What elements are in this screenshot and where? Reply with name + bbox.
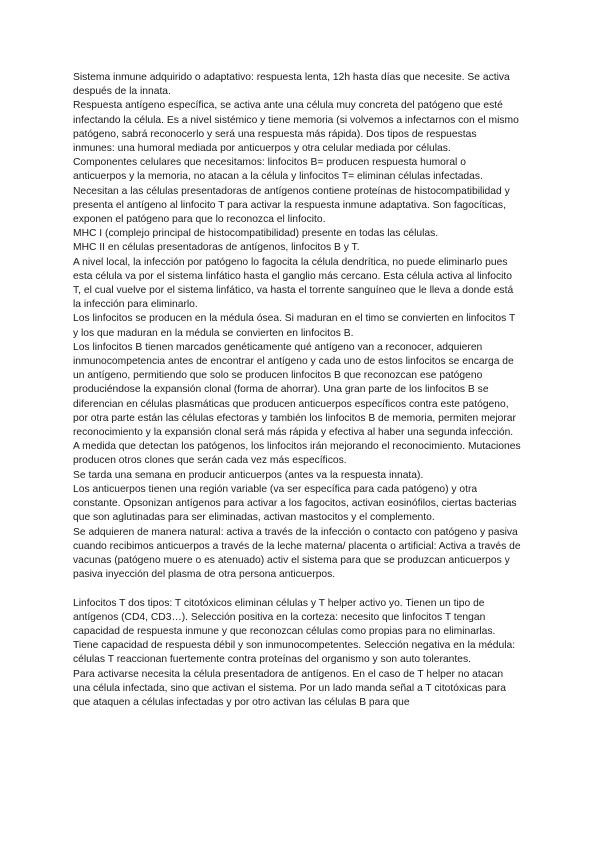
paragraph-cellular-components: Componentes celulares que necesitamos: linfocitos B= producen respuesta humoral o anticuerpos y la memoria, no atacan a la célula y linfocitos T= eliminan células infectadas. Necesitan a las células presentadoras de antígenos contiene proteínas de histocompatibilidad y presenta el antígeno al linfocito T para activar la respuesta inmune adaptativa. Son fagocíticas, exponen el patógeno para que lo reconozca el linfocito. [73, 157, 510, 226]
paragraph-t-helper-activation: Para activarse necesita la célula presentadora de antígenos. En el caso de T helper no atacan una célula infectada, sino que activan el sistema. Por un lado manda señal a T citotóxicas para que ataquen a células infectadas y por otro activan las células B para que [73, 668, 506, 708]
paragraph-antibody-regions: Los anticuerpos tienen una región variable (va ser específica para cada patógeno) y otra constante. Opsonizan antígenos para activar a los fagocitos, activan eosinófilos, ciertas bacterias que son aglutinadas para ser eliminadas, activan mastocitos y el complemento. [73, 483, 517, 524]
paragraph-t-lymphocytes: Linfocitos T dos tipos: T citotóxicos eliminan células y T helper activo yo. Tienen un tipo de antígenos (CD4, CD3…). Selección positiva en la corteza: necesito que linfocitos T tengan capacidad de respuesta inmune y que reconozcan células como propias para no eliminarlas. Tiene capacidad de respuesta débil y son inmunocompetentes. Selección negativa en la médula: células T reaccionan fuertemente contra proteínas del organismo y son auto tolerantes. [73, 597, 516, 666]
paragraph-antibody-timing: Se tarda una semana en producir anticuerpos (antes va la respuesta innata). [73, 469, 424, 481]
paragraph-local-infection: A nivel local, la infección por patógeno lo fagocita la célula dendrítica, no puede eliminarlo pues esta célula va por el sistema linfático hasta el ganglio más cercano. Esta célula activa al linfocito T, el cual vuelve por el sistema linfático, va hasta el torrente sanguíneo que le lleva a donde está la infección para eliminarlo. [73, 256, 514, 311]
paragraph-adaptive-immune-system: Sistema inmune adquirido o adaptativo: respuesta lenta, 12h hasta días que necesite. Se activa después de la innata. [73, 72, 510, 98]
paragraph-immunity-acquisition: Se adquieren de manera natural: activa a través de la infección o contacto con patógeno y pasiva cuando recibimos anticuerpos a través de la leche materna/ placenta o artificial: Activa a través de vacunas (patógeno muere o es atenuado) activ el sistema para que se produzcan anticuerpos y pasiva inyección del plasma de otra persona anticuerpos. [73, 526, 521, 581]
paragraph-mhc-ii: MHC II en células presentadoras de antígenos, linfocitos B y T. [73, 242, 360, 254]
paragraph-recognition-improvement: A medida que detectan los patógenos, los linfocitos irán mejorando el reconocimiento. Mutaciones producen otros clones que serán cada vez más específicos. [73, 441, 521, 467]
document-body [73, 71, 521, 710]
paragraph-lymphocyte-production: Los linfocitos se producen en la médula ósea. Si maduran en el timo se convierten en linfocitos T y los que maduran en la médula se convierten en linfocitos B. [73, 313, 516, 339]
paragraph-mhc-i: MHC I (complejo principal de histocompatibilidad) presente en todas las células. [73, 228, 439, 240]
paragraph-b-lymphocytes: Los linfocitos B tienen marcados genéticamente qué antígeno van a reconocer, adquieren inmunocompetencia antes de encontrar el antígeno y cada uno de estos linfocitos se encarga de un antígeno, permitiendo que solo se producen linfocitos B que reconozcan ese patógeno produciéndose la expansión clonal (forma de ahorrar). Una gran parte de los linfocitos B se diferencian en células plasmáticas que producen anticuerpos específicos contra este patógeno, por otra parte están las células efectoras y también los linfocitos B de memoria, permiten mejorar reconocimiento y la expansión clonal será más rápida y efectiva al haber una segunda infección. [73, 341, 516, 439]
paragraph-antigen-specific-response: Respuesta antígeno específica, se activa ante una célula muy concreta del patógeno que esté infectando la célula. Es a nivel sistémico y tiene memoria (si volvemos a infectarnos con el mismo patógeno, sabrá reconocerlo y será una respuesta más rápida). Dos tipos de respuestas inmunes: una humoral mediada por anticuerpos y otra celular mediada por células. [73, 100, 519, 155]
